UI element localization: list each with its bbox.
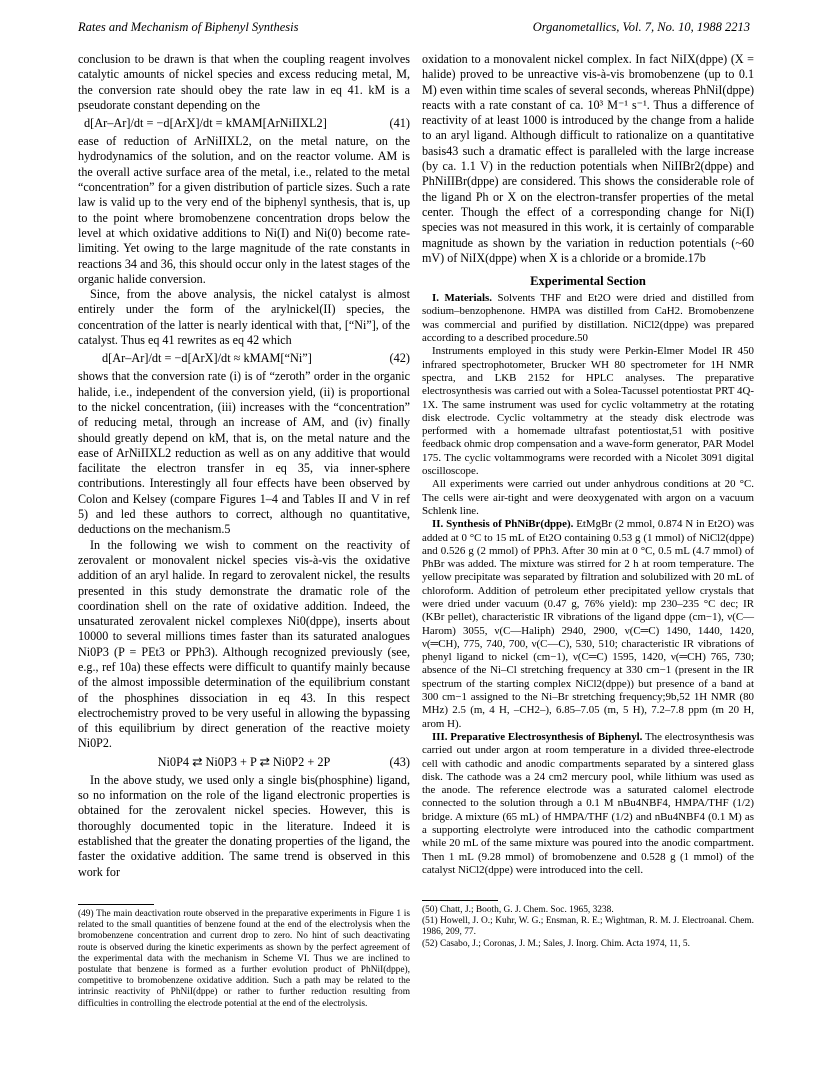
subsection-heading: III. Preparative Electrosynthesis of Biphenyl. xyxy=(432,730,643,743)
equation-text: Ni0P4 ⇄ Ni0P3 + P ⇄ Ni0P2 + 2P xyxy=(157,754,331,769)
running-title: Rates and Mechanism of Biphenyl Synthesis xyxy=(78,20,299,34)
paragraph-text: EtMgBr (2 mmol, 0.874 N in Et2O) was added at 0 °C to 15 mL of Et2O containing 0.53 g (1 mmol) of NiCl2(dppe) and 0.526 g (2 mmol) of PPh3. After 30 min at 0 °C, 0.5 mL (4.7 mmol) of PhBr was added. The mixture was stirred for 2 h at room temperature. The yellow precipitate was separated by filtration and solubilized with 20 mL of chloroform. Addition of petroleum ether precipitated yellow crystals that were dried under vacuum (0.47 g, 76% yield): mp 230–235 °C dec; IR (KBr pellet), characteristic IR vibrations of the ligand dppe (cm−1), ν(C—Harom) 3055, ν(C—Haliph) 2940, 2900, ν(C═C) 1490, 1440, 1420, ν(═CH), 775, 740, 700, ν(C—C), 530, 510; characteristic IR vibrations of phenyl ligand to nickel (cm−1), ν(C═C) 1595, 1420, ν(═CH) 765, 730; absence of the Ni–Cl stretching frequency at 330 cm−1 (present in the IR spectrum of the starting complex NiCl2(dppe)) but presence of a band at 300 cm−1 assigned to the Ni–Br stretching frequency;9b,52 1H NMR (80 MHz) 2.5 (m, 4 H, –CH2–), 6.85–7.05 (m, 5 H), 7.2–7.8 ppm (m 20 H, arom H). xyxy=(422,518,754,730)
right-column xyxy=(422,52,754,877)
paragraph: Instruments employed in this study were Perkin-Elmer Model IR 450 infrared spectrophotometer, Brucker WH 80 spectrometer for 1H NMR spectra, and LKB 2152 for HPLC analyses. The preparative electrosynthesis was carried out with a Solea-Tacussel potentiostat PRT 4Q-1X. The same instrument was used for cyclic voltammetry at the rotating disk electrode. Cyclic voltammetry at the steady disk electrode was performed with a homemade ultrafast potentiostat,51 with positive feedback ohmic drop compensation and a wave-form generator, PAR Model 175. The cyclic voltammograms were recorded with a Nicolet 3091 digital oscilloscope. xyxy=(422,345,754,478)
paragraph: In the following we wish to comment on the reactivity of zerovalent or monovalent nickel species vis-à-vis the oxidative addition of an aryl halide. In regard to zerovalent nickel, the results presented in this study demonstrate the dramatic role of the coordination shell on the rate of oxidative addition. Indeed, the unsaturated zerovalent nickel complexes Ni0(dppe), inserts about 10000 to several millions times faster than its saturated analogues Ni0P3 (P = PEt3 or PPh3). Although recognized previously (see, e.g., ref 10a) these effects were difficult to quantify mainly because of the almost impossible determination of the equilibrium constant of the phosphines dissociation in eq 43. In this respect electrochemistry proved to be very useful in allowing the bypassing of this equilibrium by direct generation of the reactive moiety Ni0P2. xyxy=(78,537,410,751)
journal-citation: Organometallics, Vol. 7, No. 10, 1988 2213 xyxy=(532,20,750,34)
section-heading: Experimental Section xyxy=(530,274,646,289)
subsection-heading: II. Synthesis of PhNiBr(dppe). xyxy=(432,518,574,531)
electrosynthesis-paragraph xyxy=(422,731,754,877)
materials-paragraph xyxy=(422,292,754,345)
paragraph-text: Solvents THF and Et2O were dried and distilled from sodium–benzophenone. HMPA was distilled from CaH2. Bromobenzene was commercial and purified by distillation. NiCl2(dppe) was prepared according to a described procedure.50 xyxy=(422,292,754,345)
subsection-heading: I. Materials. xyxy=(432,292,492,305)
footnotes-left xyxy=(78,898,410,1010)
equation-43 xyxy=(78,755,410,770)
paragraph: oxidation to a monovalent nickel complex. In fact NiIX(dppe) (X = halide) proved to be unreactive vis-à-vis bromobenzene (up to 0.1 M) even within time scales of several seconds, whereas PhNiI(dppe) reacts with a rate constant of ca. 10³ M⁻¹ s⁻¹. Thus a difference of reactivity of at least 1000 is introduced by the change from a halide to an aryl ligand. Although difficult to rationalize on a quantitative basis43 such a dramatic effect is paralleled with the large increase (by ca. 1.1 V) in the reduction potentials when NiIIBr2(dppe) and PhNiIIBr(dppe) are considered. This shows the considerable role of the ligand Ph or X on the electron-transfer properties of the metal center. Though the effect of a corresponding change for Ni(I) species was not measured in this work, it is certainly of comparable magnitude as shown by the variation in reduction potentials (~60 mV) of NiIX(dppe) when X is a chloride or a bromide.17b xyxy=(422,52,754,265)
paragraph: In the above study, we used only a single bis(phosphine) ligand, so no information on the role of the ligand electronic properties is obtained for the zerovalent nickel species. However, this is thoroughly documented topic in the literature. Indeed it is established that the greater the donating properties of the ligand, the faster the oxidative addition. The same trend is observed in this work for xyxy=(78,772,410,879)
footnote-50: (50) Chatt, J.; Booth, G. J. Chem. Soc. 1965, 3238. xyxy=(422,905,614,915)
equation-number: (41) xyxy=(389,116,410,131)
equation-41 xyxy=(78,116,410,131)
experimental-section xyxy=(422,292,754,877)
footnotes-right xyxy=(422,894,754,950)
left-column xyxy=(78,52,410,880)
paragraph: Since, from the above analysis, the nickel catalyst is almost entirely under the form of the arylnickel(II) species, the concentration of the latter is nearly identical with that, [“Ni”], of the catalyst. Thus eq 41 rewrites as eq 42 which xyxy=(78,287,410,348)
footnote-52: (52) Casabo, J.; Coronas, J. M.; Sales, J. Inorg. Chim. Acta 1974, 11, 5. xyxy=(422,938,690,949)
equation-text: d[Ar–Ar]/dt = −d[ArX]/dt = kMAM[ArNiIIXL2] xyxy=(84,116,327,131)
synthesis-paragraph xyxy=(422,518,754,731)
equation-text: d[Ar–Ar]/dt = −d[ArX]/dt ≈ kMAM[“Ni”] xyxy=(102,351,312,366)
footnote-rule xyxy=(422,900,498,901)
paragraph: All experiments were carried out under anhydrous conditions at 20 °C. The cells were air-tight and were deoxygenated with argon on a vacuum Schlenk line. xyxy=(422,478,754,517)
equation-number: (43) xyxy=(389,754,410,769)
paragraph: ease of reduction of ArNiIIXL2, on the metal nature, on the hydrodynamics of the solution, and on the reactor volume. AM is the overall active surface area of the metal, i.e., related to the metal “concentration” for a given distribution of particle sizes. Such a rate law is valid up to the very end of the biphenyl synthesis, that is, up to the point where bromobenzene concentration drops below the level at which oxidative additions to Ni(I) and Ni(0) become rate-limiting. Yet owing to the large magnitude of the rate constants in reactions 34 and 36, this should occur only in the latest stages of the organic halide conversion. xyxy=(78,134,410,286)
footnote-rule xyxy=(78,904,154,905)
footnote-49: (49) The main deactivation route observed in the preparative experiments in Figure 1 is related to the small quantities of benzene found at the end of the electrolysis when the bromobenzene concentration and current drop to zero. No hint of such deactivating route is observed during the kinetic experiments as shown by the perfect agreement of the experimental data with the mechanism in Scheme VI. Thus we are inclined to postulate that benzene is formed as a further evolution product of PhNiI(dppe), competitive to bromobenzene oxidative addition. Such a path may be related to the intrinsic reactivity of PhNiI(dppe) or rather to further reduction resulting from difficulties in controlling the electrode potential at the end of the electrolysis. xyxy=(78,909,410,1009)
equation-number: (42) xyxy=(389,351,410,366)
paragraph: shows that the conversion rate (i) is of “zeroth” order in the organic halide, i.e., independent of the conversion yield, (ii) is proportional to the nickel concentration, (iii) increases with the “concentration” of reducing metal, through an increase of AM, and (iv) finally should greatly depend on kM, that is, on the metal nature and the ease of ArNiIIXL2 reduction as well as on any additive that would facilitate the electron transfer in eq 35, via inner-sphere contributions. Interestingly all four effects have been observed by Colon and Kelsey (compare Figures 1–4 and Tables II and V in ref 5) and led these authors to correct, although no quantitative, deductions on the mechanism.5 xyxy=(78,369,410,537)
paragraph: conclusion to be drawn is that when the coupling reagent involves catalytic amounts of nickel species and excess reducing metal, M, the conversion rate should obey the rate law in eq 41. kM is a pseudorate constant depending on the xyxy=(78,52,410,112)
paragraph-text: The electrosynthesis was carried out under argon at room temperature in a divided three-electrode cell with cathodic and anodic compartments separated by a sintered glass disk. The cathode was a 24 cm2 mercury pool, while lithium was used as the anode. The reference electrode was a saturated calomel electrode connected to the solution through a 0.1 M nBu4NBF4, HMPA/THF (1/2) bridge. A mixture (65 mL) of HMPA/THF (1/2) and nBu4NBF4 (0.1 M) as a supporting electrolyte were introduced into the cathodic compartment while 20 mL of the same mixture was poured into the anodic compartment. Then 1 mL (9.28 mmol) of bromobenzene and 0.528 g (1 mmol) of the catalyst NiCl2(dppe) were introduced into the cell. xyxy=(422,730,754,876)
footnote-51: (51) Howell, J. O.; Kuhr, W. G.; Ensman, R. E.; Wightman, R. M. J. Electroanal. Chem. 1986, 209, 77. xyxy=(422,916,754,938)
equation-42 xyxy=(78,351,410,366)
